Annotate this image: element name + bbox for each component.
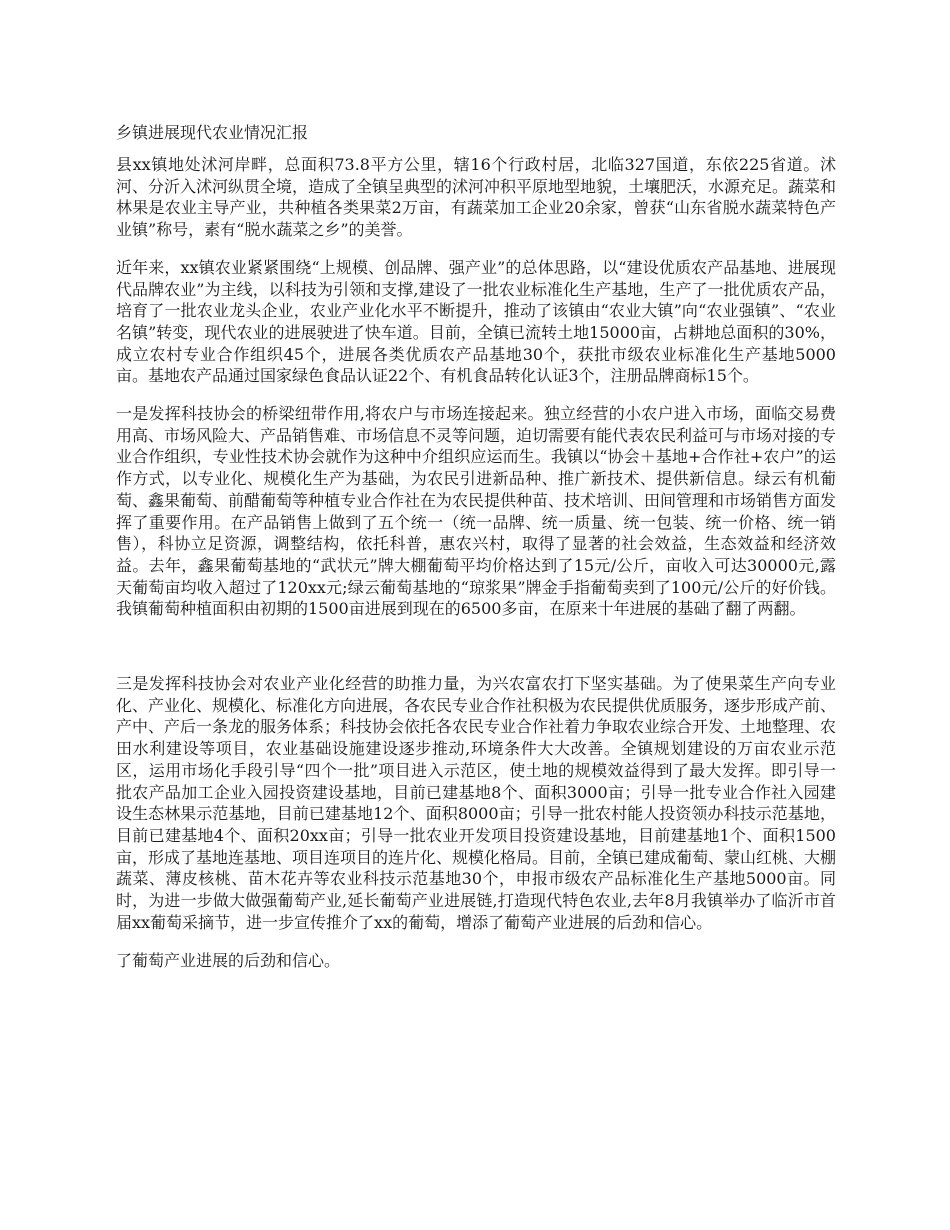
paragraph-recent-years: 近年来，xx镇农业紧紧围绕“上规模、创品牌、强产业”的总体思路，以“建设优质农产品基地、进展现代品牌农业”为主线，以科技为引领和支撑,建设了一批农业标准化生产基地，生产了一批优质农产品，培育了一批农业龙头企业，农业产业化水平不断提升，推动了该镇由“农业大镇”向“农业强镇”、“农业名镇”转变，现代农业的进展驶进了快车道。目前，全镇已流转土地15000亩，占耕地总面积的30%，成立农村专业合作组织45个，进展各类优质农产品基地30个，获批市级农业标准化生产基地5000亩。基地农产品通过国家绿色食品认证22个、有机食品转化认证3个，注册品牌商标15个。 [116, 257, 836, 386]
paragraph-overview: 县xx镇地处沭河岸畔，总面积73.8平方公里，辖16个行政村居，北临327国道，东依225省道。沭河、分沂入沭河纵贯全境，造成了全镇呈典型的沭河冲积平原地型地貌，土壤肥沃，水源充足。蔬菜和林果是农业主导产业，共种植各类果菜2万亩，有蔬菜加工企业20余家，曾获“山东省脱水蔬菜特色产业镇”称号，素有“脱水蔬菜之乡”的美誉。 [116, 155, 837, 240]
document-page [116, 122, 836, 987]
paragraph-closing-fragment: 了葡萄产业进展的后劲和信心。 [116, 950, 341, 970]
paragraph-point-one: 一是发挥科技协会的桥梁纽带作用,将农户与市场连接起来。独立经营的小农户进入市场，面临交易费用高、市场风险大、产品销售难、市场信息不灵等问题，迫切需要有能代表农民利益可与市场对接的专业合作组织，专业性技术协会就作为这种中介组织应运而生。我镇以“协会＋基地+合作社+农户”的运作方式，以专业化、规模化生产为基础，为农民引进新品种、推广新技术、提供新信息。绿云有机葡萄、鑫果葡萄、前醋葡萄等种植专业合作社在为农民提供种苗、技术培训、田间管理和市场销售方面发挥了重要作用。在产品销售上做到了五个统一（统一品牌、统一质量、统一包装、统一价格、统一销售），科协立足资源，调整结构，依托科普，惠农兴村，取得了显著的社会效益，生态效益和经济效益。去年，鑫果葡萄基地的“武状元”牌大棚葡萄平均价格达到了15元/公斤，亩收入可达30000元,露天葡萄亩均收入超过了120xx元;绿云葡萄基地的“琼浆果”牌金手指葡萄卖到了100元/公斤的好价钱。我镇葡萄种植面积由初期的1500亩进展到现在的6500多亩，在原来十年进展的基础了翻了两翻。 [116, 404, 837, 619]
paragraph-point-three: 三是发挥科技协会对农业产业化经营的助推力量，为兴农富农打下坚实基础。为了使果菜生产向专业化、产业化、规模化、标准化方向进展，各农民专业合作社积极为农民提供优质服务，逐步形成产前、产中、产后一条龙的服务体系；科技协会依托各农民专业合作社着力争取农业综合开发、土地整理、农田水利建设等项目，农业基础设施建设逐步推动,环境条件大大改善。全镇规划建设的万亩农业示范区，运用市场化手段引导“四个一批”项目进入示范区，使土地的规模效益得到了最大发挥。即引导一批农产品加工企业入园投资建设基地，目前已建基地8个、面积3000亩；引导一批专业合作社入园建设生态林果示范基地，目前已建基地12个、面积8000亩；引导一批农村能人投资领办科技示范基地，目前已建基地4个、面积20xx亩；引导一批农业开发项目投资建设基地，目前建基地1个、面积1500亩，形成了基地连基地、项目连项目的连片化、规模化格局。目前，全镇已建成葡萄、蒙山红桃、大棚蔬菜、薄皮核桃、苗木花卉等农业科技示范基地30个，申报市级农产品标准化生产基地5000亩。同时，为进一步做大做强葡萄产业,延长葡萄产业进展链,打造现代特色农业,去年8月我镇举办了临沂市首届xx葡萄采摘节，进一步宣传推介了xx的葡萄，增添了葡萄产业进展的后劲和信心。 [116, 674, 837, 932]
document-title: 乡镇进展现代农业情况汇报 [116, 123, 309, 142]
blank-spacer [116, 636, 836, 673]
